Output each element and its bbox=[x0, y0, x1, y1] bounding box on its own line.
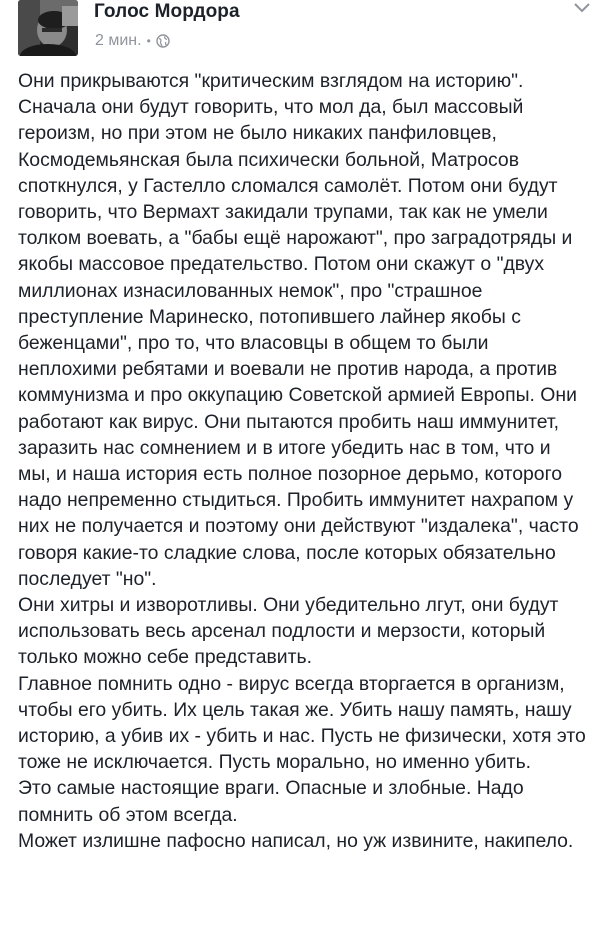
post-meta bbox=[95, 32, 170, 50]
meta-separator: • bbox=[146, 34, 151, 48]
post-paragraph: Они прикрываются "критическим взглядом на историю". Сначала они будут говорить, что мол да, был массовый героизм, но при этом не было никаких панфиловцев, Космодемьянская была психически больной, Матросов споткнулся, у Гастелло сломался самолёт. Потом они будут говорить, что Вермахт закидали трупами, так как не умели толком воевать, а "бабы ещё нарожают", про заградотряды и якобы массовое предательство. Потом они скажут о "двух миллионах изнасилованных немок", про "страшное преступление Маринеско, потопившего лайнер якобы с беженцами", про то, что власовцы в общем то были неплохими ребятами и воевали не против народа, а против коммунизма и про оккупацию Советской армией Европы. Они работают как вирус. Они пытаются пробить наш иммунитет, заразить нас сомнением и в итоге убедить нас в том, что и мы, и наша история есть полное позорное дерьмо, которого надо непременно стыдиться. Пробить иммунитет нахрапом у них не получается и поэтому они действуют "издалека", часто говоря какие-то сладкие слова, после которых обязательно последует "но". bbox=[18, 70, 579, 590]
author-name[interactable]: Голос Мордора bbox=[94, 1, 240, 22]
post-timestamp[interactable]: 2 мин. bbox=[95, 32, 142, 49]
chevron-down-icon[interactable] bbox=[572, 0, 592, 16]
avatar-photo bbox=[18, 0, 78, 56]
post-paragraph: Они хитры и изворотливы. Они убедительно лгут, они будут использовать весь арсенал подлости и мерзости, который только можно себе представить. bbox=[18, 594, 559, 669]
post-body bbox=[18, 68, 588, 854]
avatar[interactable] bbox=[18, 0, 78, 56]
post-paragraph: Может излишне пафосно написал, но уж извините, накипело. bbox=[18, 829, 574, 852]
post-paragraph: Это самые настоящие враги. Опасные и злобные. Надо помнить об этом всегда. bbox=[18, 777, 524, 826]
post-paragraph: Главное помнить одно - вирус всегда вторгается в организм, чтобы его убить. Их цель такая же. Убить нашу память, нашу историю, а убив их - убить и нас. Пусть не физически, хотя это тоже не исключается. Пусть морально, но именно убить. bbox=[18, 672, 586, 774]
post-header bbox=[8, 0, 598, 64]
globe-icon[interactable] bbox=[156, 34, 170, 48]
